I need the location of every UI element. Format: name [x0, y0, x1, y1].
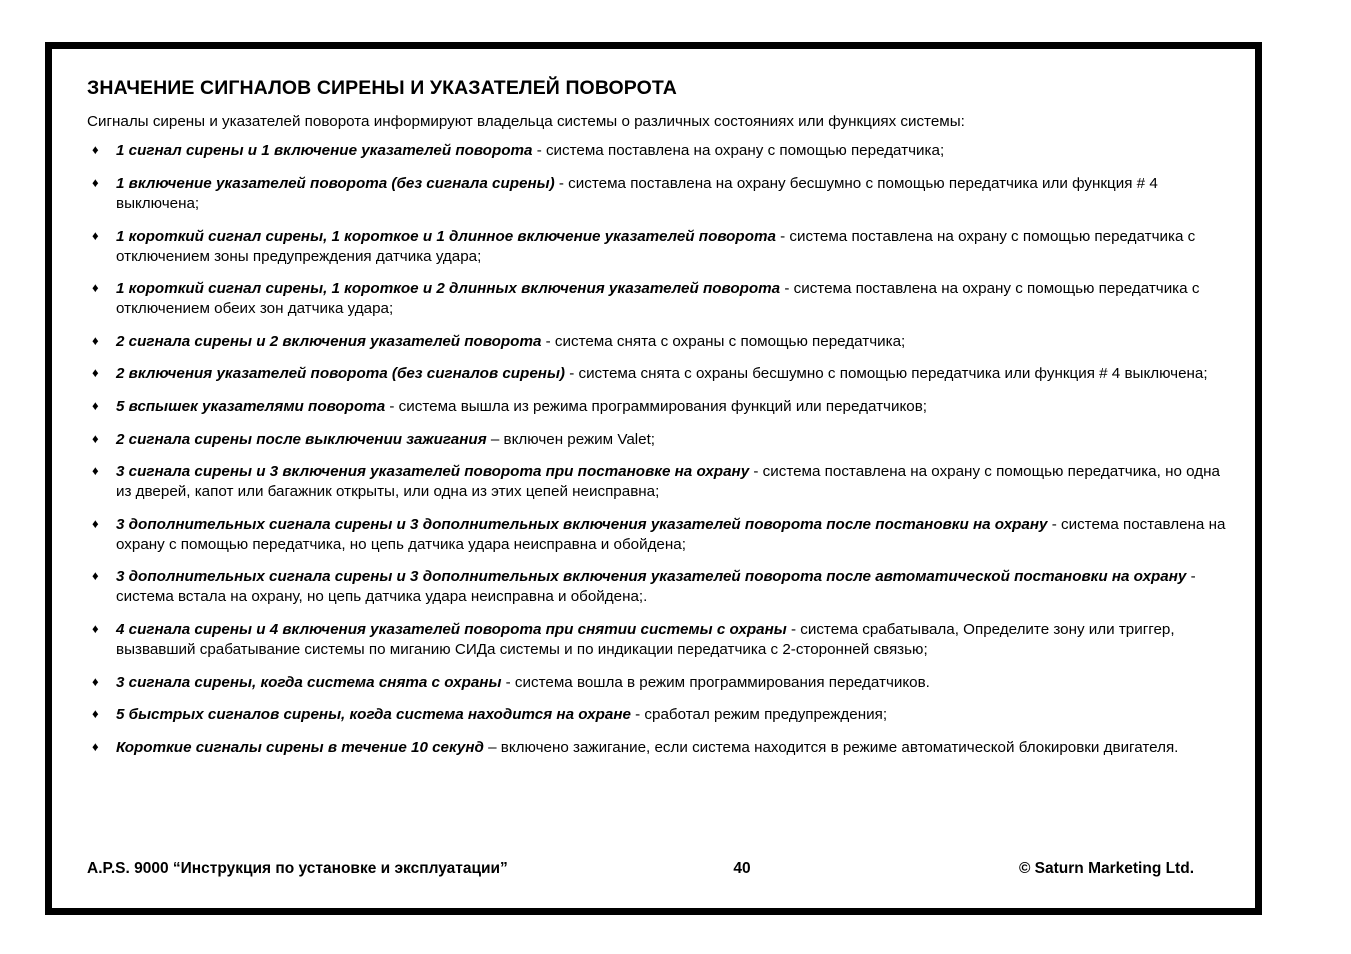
diamond-bullet-icon: ♦ — [92, 397, 99, 413]
list-item-rest: - система снята с охраны с помощью передатчика; — [541, 332, 906, 350]
list-item-lead: Короткие сигналы сирены в течение 10 секунд — [116, 738, 484, 756]
list-item-lead: 3 дополнительных сигнала сирены и 3 дополнительных включения указателей поворота после постановки на охрану — [116, 515, 1048, 533]
signal-meanings-list — [87, 141, 1232, 757]
list-item — [87, 620, 1232, 660]
list-item — [87, 738, 1232, 758]
diamond-bullet-icon: ♦ — [92, 332, 99, 348]
list-item-lead: 1 короткий сигнал сирены, 1 короткое и 2 длинных включения указателей поворота — [116, 280, 781, 298]
list-item-rest: - сработал режим предупреждения; — [630, 706, 888, 724]
page-footer — [87, 860, 1232, 878]
intro-paragraph: Сигналы сирены и указателей поворота информируют владельца системы о различных состояниях или функциях системы: — [87, 113, 965, 131]
list-item-rest: - система поставлена на охрану бесшумно с помощью передатчика или функция # 4 выключена; — [116, 174, 1158, 213]
diamond-bullet-icon: ♦ — [92, 515, 99, 531]
diamond-bullet-icon: ♦ — [92, 174, 99, 190]
list-item — [87, 141, 1232, 161]
list-item-rest: – включено зажигание, если система находится в режиме автоматической блокировки двигателя. — [483, 738, 1179, 756]
list-item-lead: 1 включение указателей поворота (без сигнала сирены) — [116, 174, 555, 192]
list-item-lead: 3 дополнительных сигнала сирены и 3 дополнительных включения указателей поворота после автоматической постановки на охрану — [116, 568, 1187, 586]
page-number: 40 — [733, 860, 751, 877]
list-item — [87, 567, 1232, 607]
list-item-rest: - система поставлена на охрану с помощью передатчика; — [532, 142, 945, 160]
list-item — [87, 673, 1232, 693]
diamond-bullet-icon: ♦ — [92, 365, 99, 381]
list-item — [87, 397, 1232, 417]
diamond-bullet-icon: ♦ — [92, 673, 99, 689]
list-item-rest: - система поставлена на охрану с помощью передатчика с отключением зоны предупреждения датчика удара; — [116, 227, 1196, 265]
page-content — [87, 77, 1232, 770]
diamond-bullet-icon: ♦ — [92, 430, 99, 446]
diamond-bullet-icon: ♦ — [92, 738, 99, 754]
list-item — [87, 364, 1232, 384]
diamond-bullet-icon: ♦ — [92, 463, 99, 479]
page-border-frame — [45, 42, 1262, 915]
list-item-rest: - система поставлена на охрану с помощью передатчика, но одна из дверей, капот или багажник открыты, или одна из этих цепей неисправна; — [116, 463, 1220, 501]
list-item — [87, 430, 1232, 450]
list-item-lead: 3 сигнала сирены, когда система снята с охраны — [116, 673, 502, 691]
footer-copyright: © Saturn Marketing Ltd. — [1018, 860, 1194, 877]
page-title: ЗНАЧЕНИЕ СИГНАЛОВ СИРЕНЫ И УКАЗАТЕЛЕЙ ПОВОРОТА — [87, 77, 677, 99]
list-item-lead: 2 сигнала сирены после выключении зажигания — [116, 430, 487, 448]
diamond-bullet-icon: ♦ — [92, 227, 99, 243]
list-item-rest: - система срабатывала, Определите зону или триггер, вызвавший срабатывание системы по миганию СИДа системы и по индикации передатчика с 2-сторонней связью; — [116, 620, 1175, 659]
list-item-rest: - система поставлена на охрану с помощью передатчика с отключением обеих зон датчика удара; — [116, 280, 1200, 318]
list-item — [87, 332, 1232, 352]
list-item — [87, 279, 1232, 319]
list-item-lead: 2 включения указателей поворота (без сигналов сирены) — [116, 365, 565, 383]
diamond-bullet-icon: ♦ — [92, 706, 99, 722]
list-item-lead: 3 сигнала сирены и 3 включения указателей поворота при постановке на охрану — [116, 463, 750, 481]
diamond-bullet-icon: ♦ — [92, 620, 99, 636]
list-item-lead: 5 вспышек указателями поворота — [116, 397, 386, 415]
list-item-lead: 5 быстрых сигналов сирены, когда система находится на охране — [116, 706, 631, 724]
list-item-lead: 4 сигнала сирены и 4 включения указателей поворота при снятии системы с охраны — [116, 620, 787, 638]
list-item-lead: 1 сигнал сирены и 1 включение указателей поворота — [116, 142, 533, 160]
diamond-bullet-icon: ♦ — [92, 280, 99, 296]
list-item-rest: - система вышла из режима программирования функций или передатчиков; — [385, 397, 927, 415]
list-item-rest: - система вошла в режим программирования передатчиков. — [501, 673, 930, 691]
list-item — [87, 462, 1232, 502]
footer-manual-title: A.P.S. 9000 “Инструкция по установке и эксплуатации” — [87, 860, 508, 877]
list-item — [87, 227, 1232, 267]
list-item — [87, 515, 1232, 555]
list-item-rest: - система снята с охраны бесшумно с помощью передатчика или функция # 4 выключена; — [564, 365, 1208, 383]
diamond-bullet-icon: ♦ — [92, 568, 99, 584]
list-item-lead: 2 сигнала сирены и 2 включения указателей поворота — [116, 332, 542, 350]
list-item — [87, 174, 1232, 214]
list-item-rest: - система поставлена на охрану с помощью передатчика, но цепь датчика удара неисправна и обойдена; — [116, 515, 1226, 553]
diamond-bullet-icon: ♦ — [92, 142, 99, 158]
list-item — [87, 705, 1232, 725]
list-item-lead: 1 короткий сигнал сирены, 1 короткое и 1 длинное включение указателей поворота — [116, 227, 776, 245]
list-item-rest: – включен режим Valet; — [486, 430, 656, 448]
list-item-rest: - система встала на охрану, но цепь датчика удара неисправна и обойдена;. — [116, 568, 1196, 606]
